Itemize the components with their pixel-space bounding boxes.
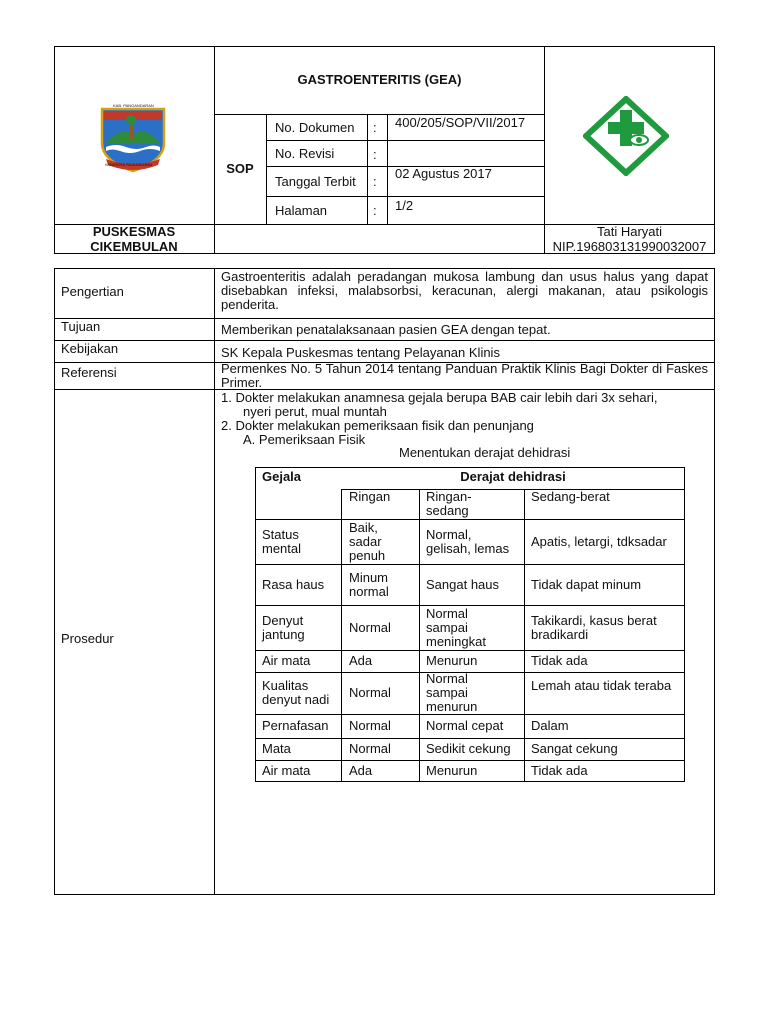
prosedur-step-1-cont: nyeri perut, mual muntah	[243, 404, 387, 419]
table-cell: Normal sampai meningkat	[426, 606, 486, 649]
table-subhead: Ringan- sedang	[426, 489, 472, 518]
table-row-label: Status mental	[262, 527, 302, 556]
table-cell: Baik, sadar penuh	[349, 520, 386, 563]
table-cell: Tidak ada	[531, 653, 588, 668]
table-grid	[255, 650, 685, 651]
header-divider	[266, 196, 545, 197]
table-cell: Menurun	[426, 763, 478, 778]
table-head-derajat: Derajat dehidrasi	[460, 469, 566, 484]
logo-caption: KAB. PANGANDARAN	[113, 103, 154, 108]
label-referensi: Referensi	[61, 365, 117, 380]
table-cell: Ada	[349, 653, 373, 668]
table-cell: Tidak ada	[531, 763, 588, 778]
sop-label: SOP	[226, 161, 254, 176]
table-row-label: Rasa haus	[262, 577, 325, 592]
signer-nip: NIP.196803131990032007	[552, 239, 707, 254]
table-grid	[255, 738, 685, 739]
table-cell: Normal	[349, 620, 391, 635]
header-divider	[387, 114, 388, 224]
tujuan-text: Memberikan penatalaksanaan pasien GEA dengan tepat.	[221, 322, 551, 337]
header-divider	[266, 114, 267, 224]
table-grid	[255, 760, 685, 761]
table-cell: Normal	[349, 741, 391, 756]
table-cell: Normal	[349, 718, 391, 733]
body-divider	[54, 318, 715, 319]
table-cell: Lemah atau tidak teraba	[531, 678, 672, 693]
document-title: GASTROENTERITIS (GEA)	[297, 72, 462, 87]
table-cell: Normal cepat	[426, 718, 504, 733]
body-divider	[54, 340, 715, 341]
prosedur-step-1: 1. Dokter melakukan anamnesa gejala berupa BAB cair lebih dari 3x sehari,	[221, 390, 658, 405]
table-cell: Sangat cekung	[531, 741, 618, 756]
table-cell: Takikardi, kasus berat bradikardi	[531, 613, 657, 642]
table-cell: Minum normal	[349, 570, 389, 599]
field-separator: :	[373, 120, 377, 135]
field-label: No. Revisi	[275, 146, 335, 161]
label-pengertian: Pengertian	[61, 284, 124, 299]
signer-name: Tati Haryati	[596, 224, 663, 239]
table-cell: Apatis, letargi, tdksadar	[531, 534, 667, 549]
label-tujuan: Tujuan	[61, 319, 101, 334]
field-label: Halaman	[275, 203, 328, 218]
table-row-label: Pernafasan	[262, 718, 329, 733]
field-label: No. Dokumen	[275, 120, 355, 135]
table-grid	[255, 519, 685, 520]
label-kebijakan: Kebijakan	[61, 341, 119, 356]
table-grid	[255, 714, 685, 715]
pengertian-text: Gastroenteritis adalah peradangan mukosa lambung dan usus halus yang dapat disebabkan infeksi, malabsorbsi, keracunan, alergi makanan, atau psikologis penderita.	[221, 269, 708, 312]
table-cell: Dalam	[531, 718, 569, 733]
table-cell: Sedikit cekung	[426, 741, 511, 756]
table-subhead: Ringan	[349, 489, 391, 504]
table-cell: Sangat haus	[426, 577, 500, 592]
table-row-label: Mata	[262, 741, 291, 756]
table-cell: Normal, gelisah, lemas	[426, 527, 510, 556]
table-caption: Menentukan derajat dehidrasi	[399, 445, 571, 460]
table-grid	[255, 564, 685, 565]
table-cell: Normal sampai menurun	[426, 671, 478, 714]
table-cell: Normal	[349, 685, 391, 700]
table-row-label: Air mata	[262, 763, 311, 778]
field-separator: :	[373, 174, 377, 189]
prosedur-step-2: 2. Dokter melakukan pemeriksaan fisik dan penunjang	[221, 418, 534, 433]
referensi-text: Permenkes No. 5 Tahun 2014 tentang Panduan Praktik Klinis Bagi Dokter di Faskes Primer.	[221, 361, 708, 390]
header-divider	[266, 140, 545, 141]
field-separator: :	[373, 203, 377, 218]
field-value: 02 Agustus 2017	[395, 166, 492, 181]
table-row-label: Kualitas denyut nadi	[262, 678, 330, 707]
prosedur-step-2a: A. Pemeriksaan Fisik	[243, 432, 366, 447]
table-row-label: Denyut jantung	[262, 613, 305, 642]
field-separator: :	[373, 147, 377, 162]
org-name-line2: CIKEMBULAN	[90, 239, 178, 254]
label-prosedur: Prosedur	[61, 631, 114, 646]
field-label: Tanggal Terbit	[275, 174, 356, 189]
org-name-line1: PUSKESMAS	[92, 224, 176, 239]
table-subhead: Sedang-berat	[531, 489, 610, 504]
table-cell: Ada	[349, 763, 373, 778]
header-divider	[367, 114, 368, 224]
table-row-label: Air mata	[262, 653, 311, 668]
puskesmas-logo	[583, 96, 669, 176]
field-value: 400/205/SOP/VII/2017	[395, 115, 526, 130]
table-cell: Tidak dapat minum	[531, 577, 642, 592]
table-head-gejala: Gejala	[262, 469, 302, 484]
logo-banner-text: KABUPATEN PANGANDARAN	[105, 163, 152, 167]
table-cell: Menurun	[426, 653, 478, 668]
kebijakan-text: SK Kepala Puskesmas tentang Pelayanan Klinis	[221, 345, 500, 360]
table-grid	[255, 605, 685, 606]
field-value: 1/2	[395, 198, 414, 213]
